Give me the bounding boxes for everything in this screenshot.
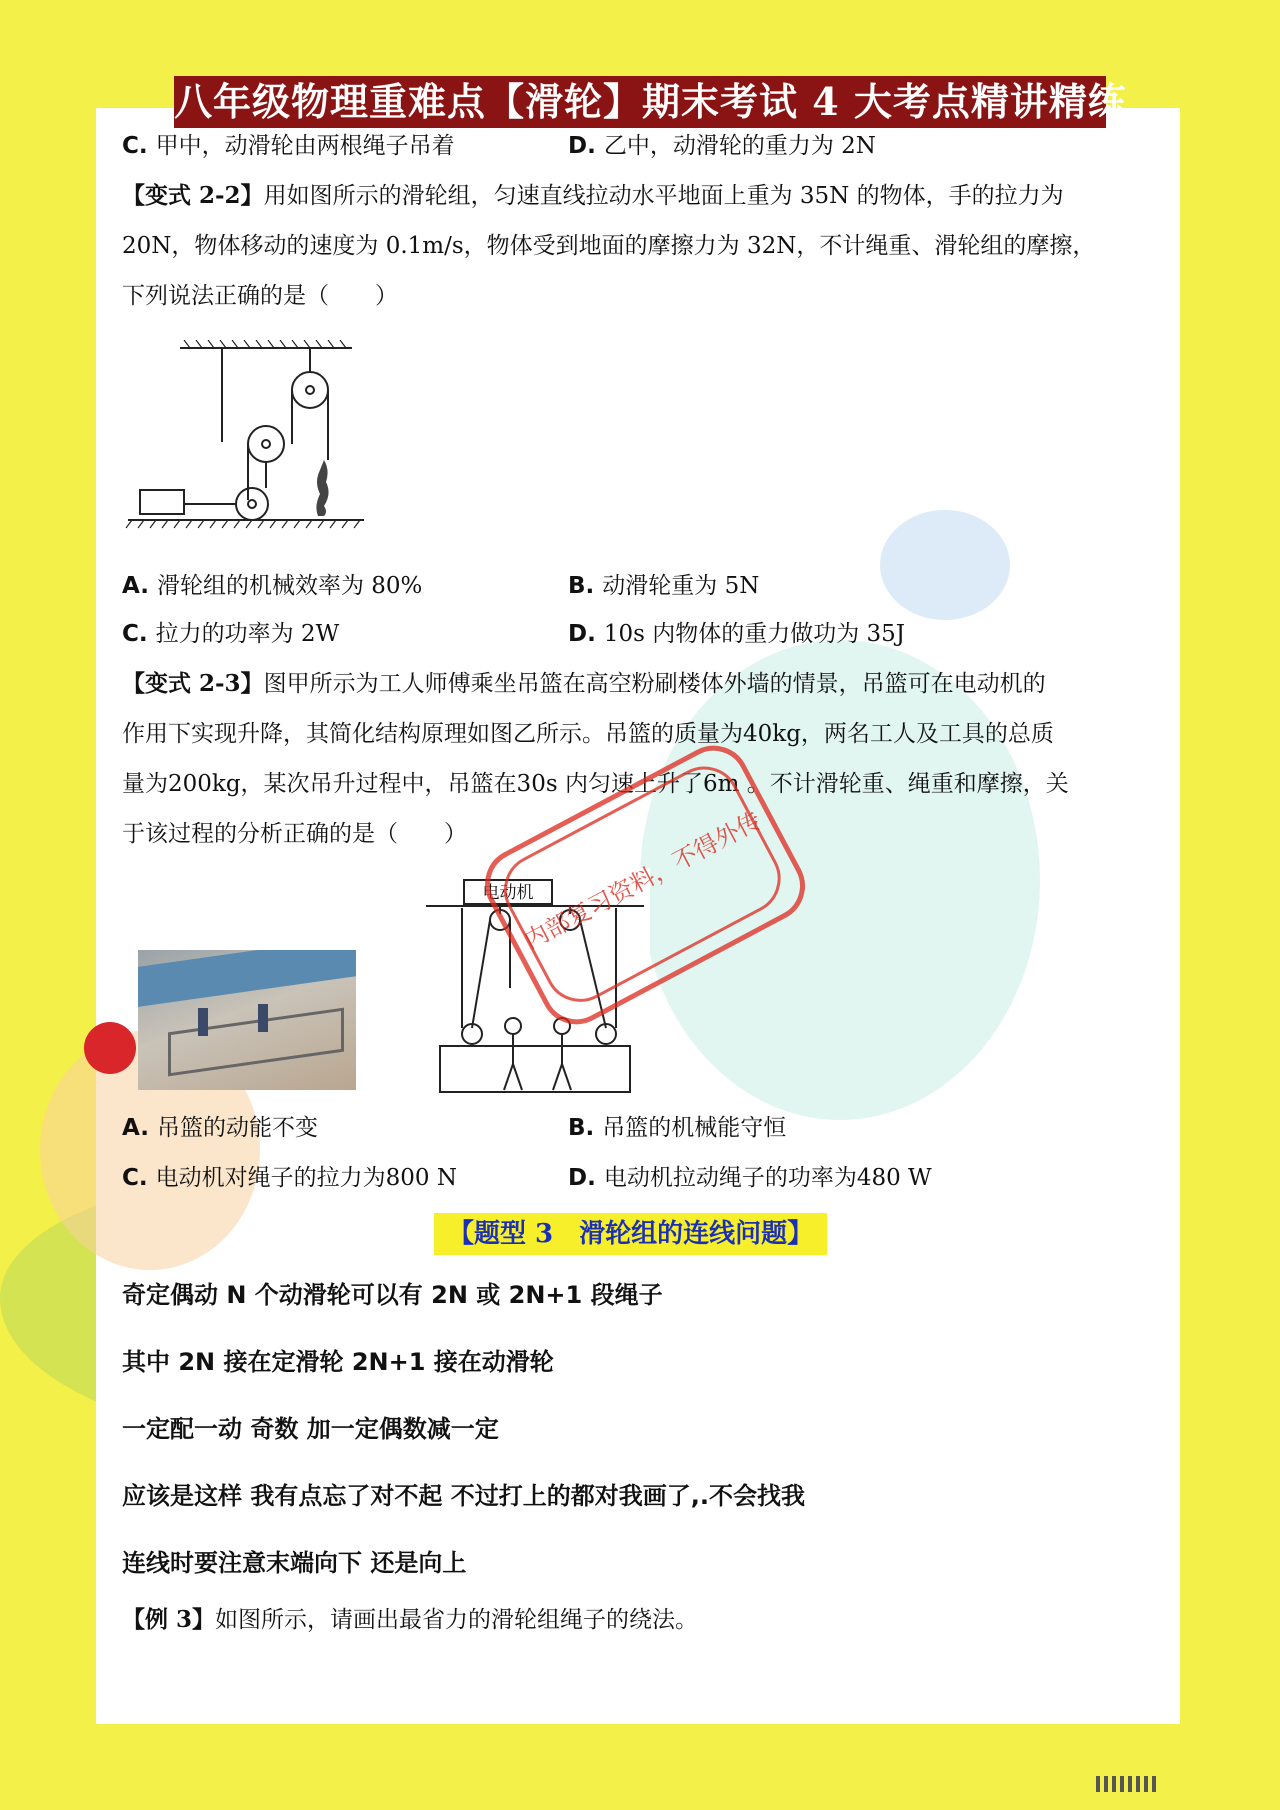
question-2-3-option-d: D. 电动机拉动绳子的功率为480 W xyxy=(568,1165,932,1191)
page-title: 八年级物理重难点【滑轮】期末考试 4 大考点精讲精练 xyxy=(174,76,1106,128)
red-bow-decoration xyxy=(84,1022,136,1074)
prev-option-d: D. 乙中，动滑轮的重力为 2N xyxy=(568,133,876,159)
note-line-1: 奇定偶动 N 个动滑轮可以有 2N 或 2N+1 段绳子 xyxy=(122,1281,663,1309)
question-2-2-option-a: A. 滑轮组的机械效率为 80% xyxy=(122,573,423,599)
question-2-3-option-c: C. 电动机对绳子的拉力为800 N xyxy=(122,1165,457,1191)
prev-option-c: C. 甲中，动滑轮由两根绳子吊着 xyxy=(122,133,455,159)
section-3-title: 【题型 3 滑轮组的连线问题】 xyxy=(434,1213,827,1255)
note-line-4: 应该是这样 我有点忘了对不起 不过打上的都对我画了,.不会找我 xyxy=(122,1482,805,1510)
example-tag: 【例 3】 xyxy=(122,1606,216,1633)
question-2-3-option-b: B. 吊篮的机械能守恒 xyxy=(568,1115,787,1141)
pulley-system-figure xyxy=(124,340,374,540)
gondola-photo xyxy=(138,950,356,1090)
question-2-2-option-c: C. 拉力的功率为 2W xyxy=(122,621,340,647)
question-tag: 【变式 2-2】 xyxy=(122,182,264,209)
question-2-2-line-1: 【变式 2-2】用如图所示的滑轮组，匀速直线拉动水平地面上重为 35N 的物体，手的拉力为 xyxy=(122,182,1064,209)
background-bubble-decoration xyxy=(640,640,1040,1120)
motor-label: 电动机 xyxy=(482,883,534,903)
question-2-3-option-a: A. 吊篮的动能不变 xyxy=(122,1115,318,1141)
question-2-2-option-b: B. 动滑轮重为 5N xyxy=(568,573,760,599)
question-2-2-line-3: 下列说法正确的是（ ） xyxy=(122,283,398,309)
page-scroll-indicator xyxy=(1096,1776,1160,1796)
question-2-2-line-2: 20N，物体移动的速度为 0.1m/s，物体受到地面的摩擦力为 32N，不计绳重、滑轮组的摩擦， xyxy=(122,233,1096,259)
motor-pulley-diagram xyxy=(420,868,650,1096)
question-2-3-line-2: 作用下实现升降，其简化结构原理如图乙所示。吊篮的质量为40kg，两名工人及工具的总质 xyxy=(122,721,1054,747)
note-line-3: 一定配一动 奇数 加一定偶数减一定 xyxy=(122,1415,499,1443)
question-tag: 【变式 2-3】 xyxy=(122,670,264,697)
note-line-5: 连线时要注意末端向下 还是向上 xyxy=(122,1549,467,1577)
question-2-3-line-1: 【变式 2-3】图甲所示为工人师傅乘坐吊篮在高空粉刷楼体外墙的情景，吊篮可在电动机的 xyxy=(122,670,1046,697)
background-cloud-decoration xyxy=(880,510,1010,620)
example-3-question: 【例 3】如图所示，请画出最省力的滑轮组绳子的绕法。 xyxy=(122,1606,699,1633)
question-2-3-line-3: 量为200kg，某次吊升过程中，吊篮在30s 内匀速上升了6m 。不计滑轮重、绳重和摩擦，关 xyxy=(122,771,1069,797)
stamp-text: 内部复习资料，不得外传 xyxy=(519,806,766,955)
note-line-2: 其中 2N 接在定滑轮 2N+1 接在动滑轮 xyxy=(122,1348,554,1376)
question-2-3-line-4: 于该过程的分析正确的是（ ） xyxy=(122,821,467,847)
question-2-2-option-d: D. 10s 内物体的重力做功为 35J xyxy=(568,621,906,647)
